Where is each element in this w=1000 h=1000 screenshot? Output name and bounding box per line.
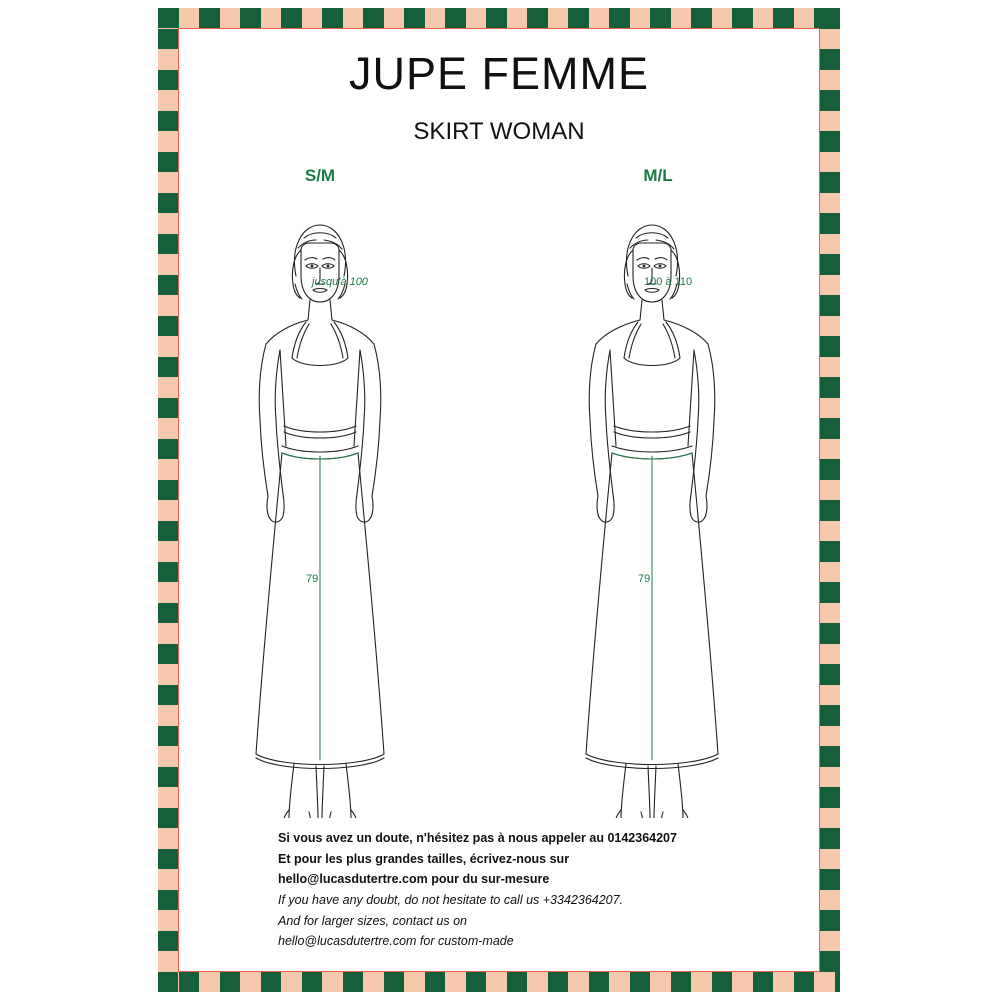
checker-square: [548, 972, 569, 992]
checker-square: [820, 582, 840, 603]
page-subtitle: SKIRT WOMAN: [413, 118, 585, 145]
checker-square: [794, 972, 815, 992]
checker-square: [179, 972, 200, 992]
checker-square: [158, 8, 179, 28]
checker-square: [820, 377, 840, 398]
waist-measure-ml: 100 à 110: [644, 276, 693, 288]
page-title: JUPE FEMME: [348, 48, 650, 99]
checker-square: [820, 8, 840, 29]
checker-square: [820, 131, 840, 152]
checker-square: [158, 931, 178, 952]
checker-square: [322, 8, 343, 28]
checker-square: [650, 8, 671, 28]
checker-square: [445, 8, 466, 28]
figure-diagram-ml: [502, 198, 802, 818]
checker-square: [220, 972, 241, 992]
footer-french: [278, 828, 748, 890]
length-measure-sm: 79: [306, 573, 319, 585]
checker-square: [507, 972, 528, 992]
footer-english: [278, 890, 748, 952]
footer-en-line-2: And for larger sizes, contact us on: [278, 913, 467, 928]
checker-square: [240, 8, 261, 28]
checker-square: [712, 972, 733, 992]
checker-square: [158, 111, 178, 132]
checker-square: [820, 418, 840, 439]
checker-square: [820, 828, 840, 849]
checker-square: [343, 972, 364, 992]
checker-square: [820, 951, 840, 972]
checker-square: [820, 664, 840, 685]
checker-square: [820, 254, 840, 275]
waist-measure-sm: jusqu'à 100: [312, 276, 368, 288]
size-label-sm: S/M: [304, 166, 336, 185]
checker-square: [820, 910, 840, 931]
checker-square: [589, 972, 610, 992]
checker-square: [820, 213, 840, 234]
checker-square: [820, 869, 840, 890]
checker-square: [820, 746, 840, 767]
checker-square: [199, 8, 220, 28]
checker-square: [281, 8, 302, 28]
figure-svg-sm: [170, 198, 470, 818]
checker-square: [820, 500, 840, 521]
checker-square: [363, 8, 384, 28]
checker-square: [820, 459, 840, 480]
checker-square: [630, 972, 651, 992]
checker-square: [691, 8, 712, 28]
checker-square: [820, 49, 840, 70]
figure-diagram-sm: [170, 198, 470, 818]
footer-en-line-1: If you have any doubt, do not hesitate to call us +3342364207.: [278, 893, 624, 907]
checker-square: [486, 8, 507, 28]
length-measure-ml: 79: [638, 573, 651, 585]
checker-square: [820, 541, 840, 562]
checker-square: [820, 172, 840, 193]
checker-square: [835, 972, 841, 992]
checker-square: [158, 29, 178, 50]
checker-square: [158, 890, 178, 911]
checker-square: [527, 8, 548, 28]
checker-square: [261, 972, 282, 992]
checker-square: [753, 972, 774, 992]
checker-square: [732, 8, 753, 28]
checker-square: [158, 972, 178, 993]
checker-square: [820, 90, 840, 111]
sheet-content: [178, 28, 820, 972]
figure-svg-ml: [502, 198, 802, 818]
checker-square: [820, 336, 840, 357]
checker-square: [820, 295, 840, 316]
checker-square: [158, 849, 178, 870]
footer-en-line-3: hello@lucasdutertre.com for custom-made: [278, 934, 514, 949]
checker-square: [425, 972, 446, 992]
footer-fr-line-2: Et pour les plus grandes tailles, écrivez-nous sur: [278, 851, 570, 866]
checker-square: [609, 8, 630, 28]
checker-square: [384, 972, 405, 992]
checker-square: [158, 152, 178, 173]
checker-square: [820, 705, 840, 726]
footer-fr-line-1: Si vous avez un doute, n'hésitez pas à nous appeler au 0142364207: [278, 831, 677, 845]
checker-square: [466, 972, 487, 992]
size-label-ml: M/L: [643, 166, 673, 185]
checker-square: [820, 787, 840, 808]
footer-fr-line-3: hello@lucasdutertre.com pour du sur-mesure: [278, 872, 550, 887]
checker-square: [404, 8, 425, 28]
checker-square: [568, 8, 589, 28]
checker-square: [158, 70, 178, 91]
checker-square: [302, 972, 323, 992]
checker-square: [773, 8, 794, 28]
checker-square: [820, 623, 840, 644]
checker-square: [671, 972, 692, 992]
